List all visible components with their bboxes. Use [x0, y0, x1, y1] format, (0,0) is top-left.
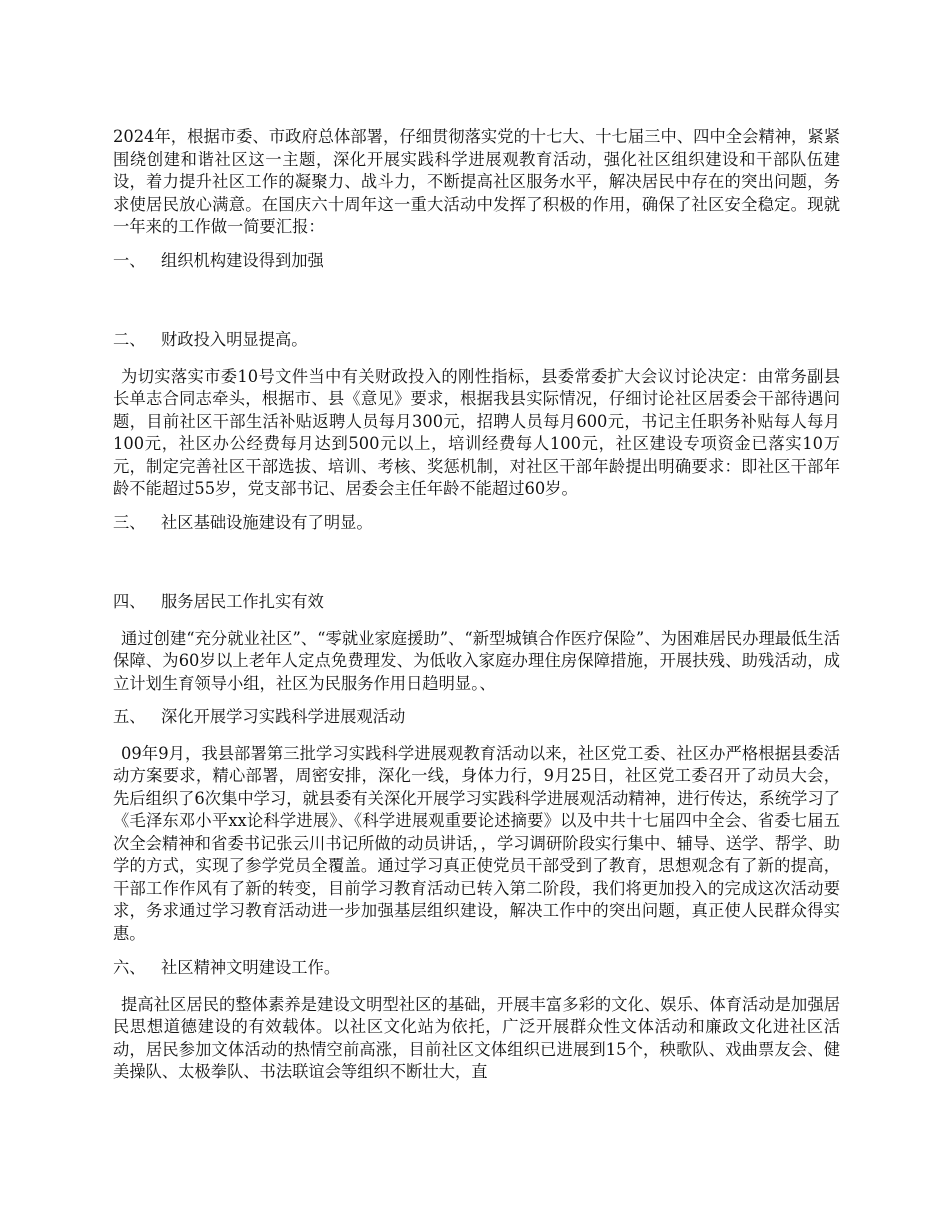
section-title-4: 服务居民工作扎实有效 [161, 592, 324, 611]
section-body-4: 通过创建“充分就业社区”、“零就业家庭援助”、“新型城镇合作医疗保险”、为困难居民办理最低生活保障、为60岁以上老年人定点免费理发、为低收入家庭办理住房保障措施，开展扶残、助残活动，成立计划生育领导小组，社区为民服务作用日趋明显。、 [113, 628, 840, 693]
section-title-6: 社区精神文明建设工作。 [161, 958, 341, 977]
section-number-2: 二、 [113, 330, 146, 349]
section-heading-2 [113, 329, 840, 352]
document-page [113, 126, 840, 1084]
section-title-5: 深化开展学习实践科学进展观活动 [161, 707, 406, 726]
section-title-2: 财政投入明显提高。 [161, 330, 308, 349]
section-body-6: 提高社区居民的整体素养是建设文明型社区的基础，开展丰富多彩的文化、娱乐、体育活动是加强居民思想道德建设的有效载体。以社区文化站为依托，广泛开展群众性文体活动和廉政文化进社区活动，居民参加文体活动的热情空前高涨，目前社区文体组织已进展到15个，秧歌队、戏曲票友会、健美操队、太极拳队、书法联谊会等组织不断壮大，直 [113, 994, 840, 1081]
section-body-2: 为切实落实市委10号文件当中有关财政投入的刚性指标，县委常委扩大会议讨论决定：由常务副县长单志合同志牵头，根据市、县《意见》要求，根据我县实际情况，仔细讨论社区居委会干部待遇问题，目前社区干部生活补贴返聘人员每月300元，招聘人员每月600元，书记主任职务补贴每人每月100元，社区办公经费每月达到500元以上，培训经费每人100元，社区建设专项资金已落实10万元，制定完善社区干部选拔、培训、考核、奖惩机制，对社区干部年龄提出明确要求：即社区干部年龄不能超过55岁，党支部书记、居委会主任年龄不能超过60岁。 [113, 366, 840, 498]
section-heading-1 [113, 250, 840, 273]
section-number-1: 一、 [113, 250, 146, 270]
section-heading-5 [113, 706, 840, 729]
section-body-5: 09年9月，我县部署第三批学习实践科学进展观教育活动以来，社区党工委、社区办严格根据县委活动方案要求，精心部署，周密安排，深化一线，身体力行，9月25日，社区党工委召开了动员大会，先后组织了6次集中学习，就县委有关深化开展学习实践科学进展观活动精神，进行传达，系统学习了《毛泽东邓小平xx论科学进展》、《科学进展观重要论述摘要》以及中共十七届四中全会、省委七届五次全会精神和省委书记张云川书记所做的动员讲话，，学习调研阶段实行集中、辅导、送学、帮学、助学的方式，实现了参学党员全覆盖。通过学习真正使党员干部受到了教育，思想观念有了新的提高，干部工作作风有了新的转变，目前学习教育活动已转入第二阶段，我们将更加投入的完成这次活动要求，务求通过学习教育活动进一步加强基层组织建设，解决工作中的突出问题，真正使人民群众得实惠。 [113, 743, 840, 943]
section-heading-4 [113, 591, 840, 614]
section-number-4: 四、 [113, 592, 146, 611]
section-number-5: 五、 [113, 707, 146, 726]
section-title-3: 社区基础设施建设有了明显。 [161, 512, 373, 532]
section-number-3: 三、 [113, 512, 146, 532]
section-heading-3 [113, 512, 840, 535]
intro-paragraph: 2024年，根据市委、市政府总体部署，仔细贯彻落实党的十七大、十七届三中、四中全会精神，紧紧围绕创建和谐社区这一主题，深化开展实践科学进展观教育活动，强化社区组织建设和干部队伍建设，着力提升社区工作的凝聚力、战斗力，不断提高社区服务水平，解决居民中存在的突出问题，务求使居民放心满意。在国庆六十周年这一重大活动中发挥了积极的作用，确保了社区安全稳定。现就一年来的工作做一简要汇报： [113, 127, 840, 236]
section-number-6: 六、 [113, 958, 146, 977]
section-heading-6 [113, 957, 840, 980]
section-title-1: 组织机构建设得到加强 [161, 250, 324, 270]
